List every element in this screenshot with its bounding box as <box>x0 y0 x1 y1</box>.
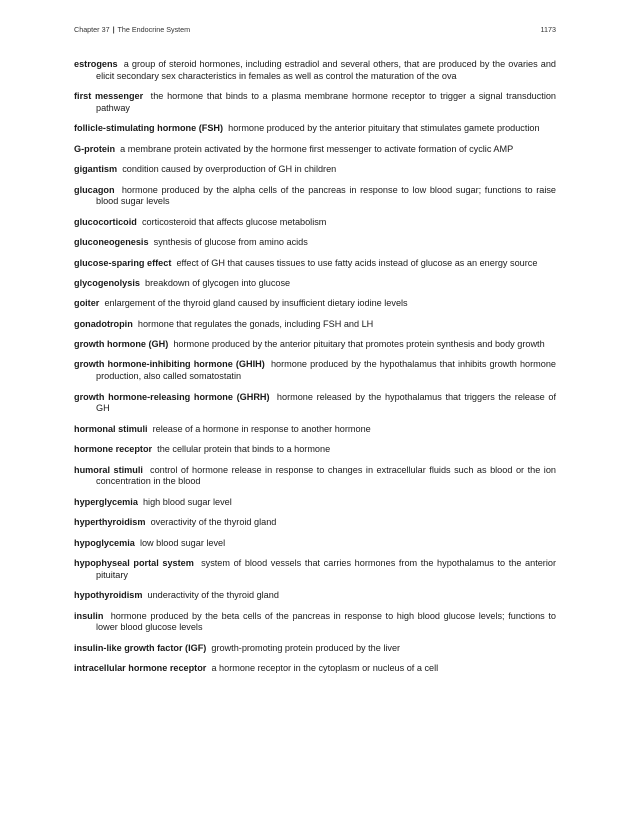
glossary-entry <box>74 123 556 135</box>
glossary-term: insulin <box>74 610 104 621</box>
glossary-definition: a membrane protein activated by the hormone first messenger to activate formation of cyclic AMP <box>120 143 514 154</box>
chapter-title: The Endocrine System <box>117 25 191 34</box>
glossary-term: glycogenolysis <box>74 277 140 288</box>
glossary-definition: a hormone receptor in the cytoplasm or nucleus of a cell <box>211 663 439 674</box>
glossary-definition: hormone produced by the hypothalamus that inhibits growth hormone production, also called somatostatin <box>96 359 556 382</box>
glossary-definition: effect of GH that causes tissues to use fatty acids instead of glucose as an energy source <box>176 257 538 268</box>
glossary-definition: the hormone that binds to a plasma membrane hormone receptor to trigger a signal transduction pathway <box>96 91 556 113</box>
glossary-entry <box>74 237 556 249</box>
glossary-entry <box>74 217 556 229</box>
glossary-definition: hormone that regulates the gonads, including FSH and LH <box>137 318 374 329</box>
glossary-entry <box>74 590 556 602</box>
glossary-entry <box>74 392 556 416</box>
glossary-definition: enlargement of the thyroid gland caused by insufficient dietary iodine levels <box>104 298 408 309</box>
glossary-term: estrogens <box>74 59 118 69</box>
glossary-entry <box>74 59 556 83</box>
glossary-definition: condition caused by overproduction of GH in children <box>122 164 337 175</box>
glossary-entry <box>74 278 556 290</box>
glossary-definition: hormone produced by the beta cells of the pancreas in response to high blood glucose levels; functions to lower blood glucose levels <box>96 610 556 633</box>
glossary-term: hypophyseal portal system <box>74 557 194 568</box>
glossary-definition: the cellular protein that binds to a hormone <box>157 444 331 455</box>
glossary-term: goiter <box>74 298 100 309</box>
glossary-definition: underactivity of the thyroid gland <box>147 590 279 601</box>
glossary-term: follicle-stimulating hormone (FSH) <box>74 123 224 134</box>
glossary-entry <box>74 339 556 351</box>
glossary-entry <box>74 91 556 115</box>
glossary-definition: hormone produced by the alpha cells of the pancreas in response to low blood sugar; functions to raise blood sugar levels <box>96 184 556 207</box>
glossary-entry <box>74 663 556 675</box>
glossary-entry <box>74 465 556 489</box>
glossary-definition: high blood sugar level <box>142 496 232 507</box>
glossary-definition: breakdown of glycogen into glucose <box>145 277 291 288</box>
glossary-definition: low blood sugar level <box>139 537 226 548</box>
chapter-heading <box>74 25 190 34</box>
glossary-definition: hormone produced by the anterior pituitary that promotes protein synthesis and body growth <box>173 339 545 350</box>
glossary-term: gluconeogenesis <box>74 237 149 248</box>
glossary-definition: system of blood vessels that carries hormones from the hypothalamus to the anterior pituitary <box>96 557 556 580</box>
glossary-entry <box>74 497 556 509</box>
glossary-definition: overactivity of the thyroid gland <box>150 517 277 528</box>
glossary-term: hyperglycemia <box>74 496 138 507</box>
glossary-definition: corticosteroid that affects glucose metabolism <box>141 216 327 227</box>
glossary-term: glucose-sparing effect <box>74 257 172 268</box>
glossary-term: humoral stimuli <box>74 464 143 475</box>
glossary-entry <box>74 144 556 156</box>
glossary-definition: hormone released by the hypothalamus that triggers the release of GH <box>96 391 557 414</box>
glossary-entry <box>74 517 556 529</box>
glossary-entry <box>74 164 556 176</box>
glossary-term: hormone receptor <box>74 444 153 455</box>
glossary-term: glucagon <box>74 184 115 195</box>
glossary-definition: a group of steroid hormones, including estradiol and several others, that are produced by the ovaries and elicit secondary sex characteristics in females as well as control the maturation of the ova <box>96 59 556 81</box>
glossary-definition: release of a hormone in response to another hormone <box>152 423 371 434</box>
glossary-term: insulin-like growth factor (IGF) <box>74 642 207 653</box>
glossary-entry <box>74 185 556 209</box>
header-separator: | <box>112 25 115 34</box>
glossary-definition: control of hormone release in response to changes in extracellular fluids such as blood or the ion concentration in the blood <box>96 464 556 487</box>
glossary-term: gonadotropin <box>74 318 133 329</box>
glossary-entry <box>74 258 556 270</box>
glossary-entry <box>74 643 556 655</box>
glossary-term: growth hormone (GH) <box>74 339 169 350</box>
glossary-entry <box>74 538 556 550</box>
glossary-term: gigantism <box>74 164 118 175</box>
page-number: 1173 <box>540 25 556 34</box>
glossary-term: hypoglycemia <box>74 537 135 548</box>
glossary-entry <box>74 444 556 456</box>
glossary-term: G-protein <box>74 143 116 154</box>
glossary-entry <box>74 359 556 383</box>
glossary-entry <box>74 558 556 582</box>
glossary-term: hyperthyroidism <box>74 517 146 528</box>
glossary-term: growth hormone-inhibiting hormone (GHIH) <box>74 359 265 370</box>
glossary-term: intracellular hormone receptor <box>74 663 207 674</box>
glossary-entry <box>74 611 556 635</box>
glossary-term: glucocorticoid <box>74 216 137 227</box>
running-head <box>74 25 556 34</box>
glossary-definition: growth-promoting protein produced by the liver <box>211 642 401 653</box>
glossary-definition: synthesis of glucose from amino acids <box>153 237 308 248</box>
glossary-term: growth hormone-releasing hormone (GHRH) <box>74 391 270 402</box>
glossary-entry <box>74 424 556 436</box>
glossary-term: hormonal stimuli <box>74 423 148 434</box>
glossary-term: first messenger <box>74 91 144 102</box>
glossary-list <box>74 59 556 684</box>
chapter-label: Chapter 37 <box>74 25 110 34</box>
glossary-entry <box>74 319 556 331</box>
glossary-entry <box>74 298 556 310</box>
glossary-definition: hormone produced by the anterior pituitary that stimulates gamete production <box>228 123 540 134</box>
glossary-term: hypothyroidism <box>74 590 143 601</box>
